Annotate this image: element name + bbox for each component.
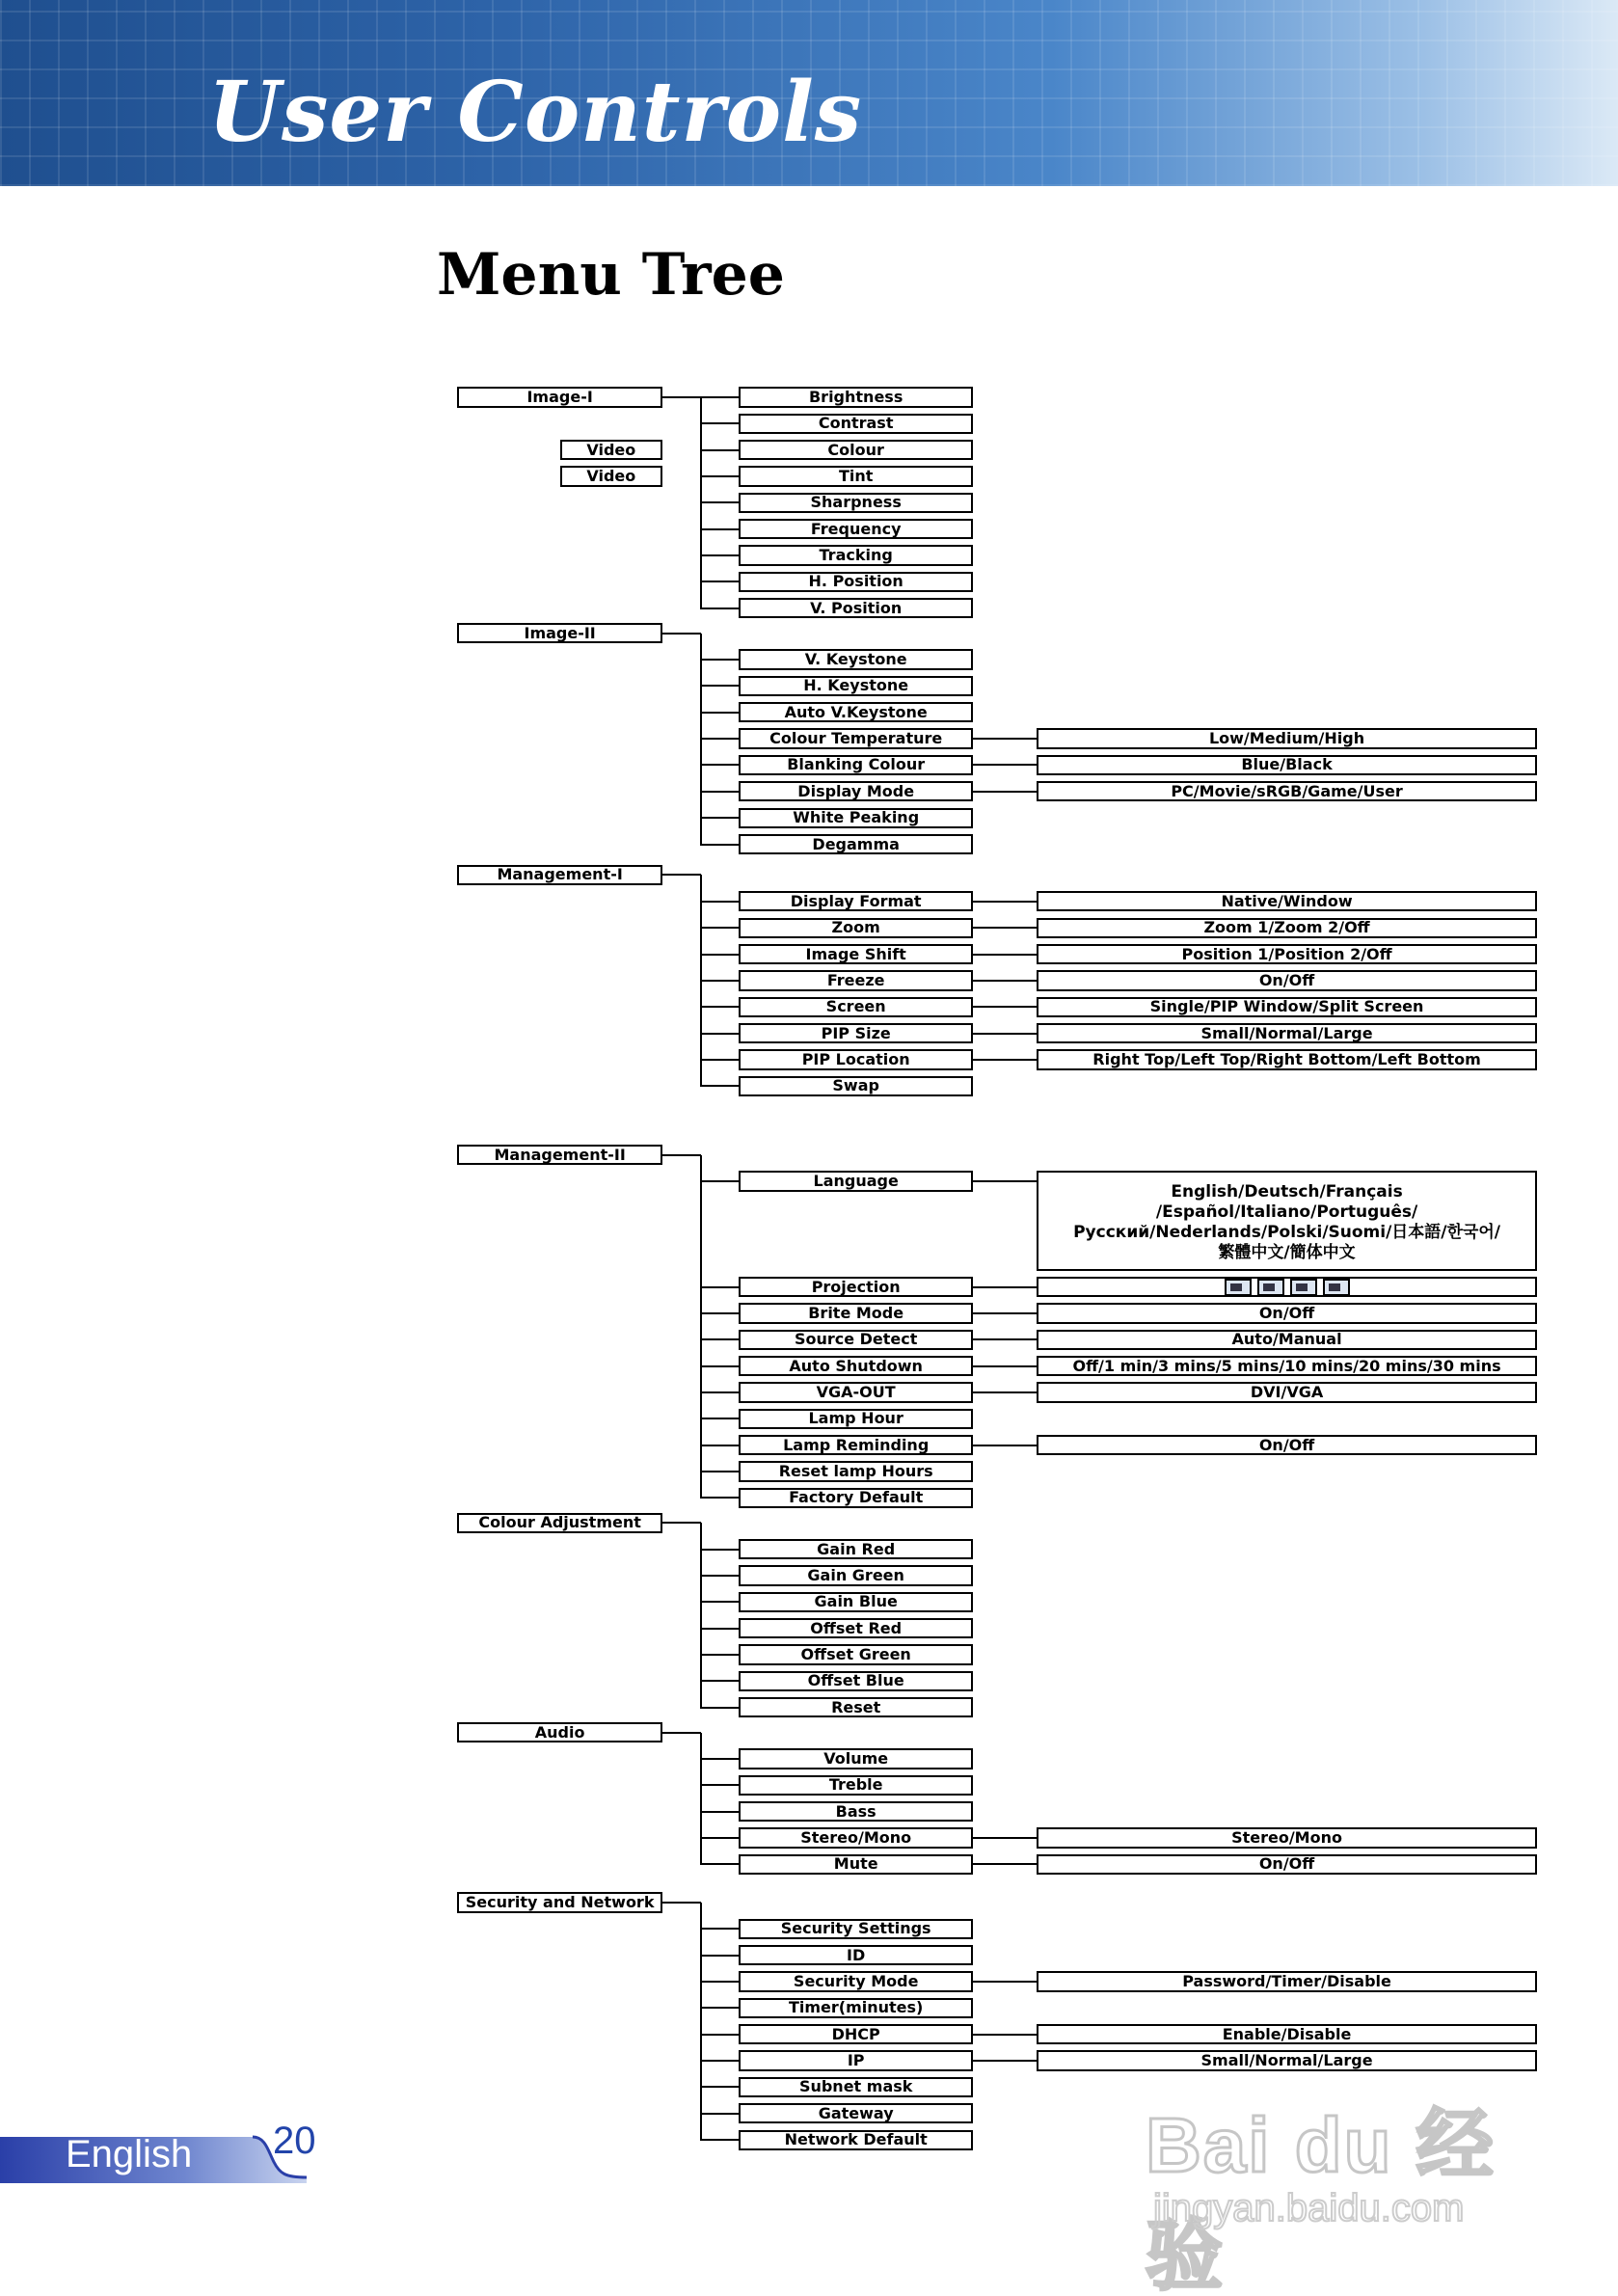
connector-line	[700, 1903, 702, 2141]
menu-item-brite-mode[interactable]: Brite Mode	[739, 1303, 973, 1323]
menu-item-frequency[interactable]: Frequency	[739, 519, 973, 539]
baidu-watermark	[1146, 2083, 1531, 2296]
connector-line	[973, 1837, 1036, 1839]
menu-group-image-i[interactable]: Image-I	[457, 387, 662, 407]
connector-line	[973, 791, 1036, 793]
connector-line	[701, 738, 740, 740]
connector-line	[701, 954, 740, 956]
option-list-display-format: Native/Window	[1037, 891, 1538, 911]
connector-line	[973, 738, 1036, 740]
connector-line	[701, 1928, 740, 1930]
menu-item-reset[interactable]: Reset	[739, 1697, 973, 1717]
page-title: Menu Tree	[437, 241, 785, 309]
connector-line	[701, 712, 740, 714]
connector-line	[701, 1365, 740, 1367]
connector-line	[662, 874, 701, 876]
connector-line	[701, 1758, 740, 1760]
option-list-screen: Single/PIP Window/Split Screen	[1037, 997, 1538, 1017]
connector-line	[973, 2034, 1036, 2036]
connector-line	[701, 449, 740, 451]
menu-item-volume[interactable]: Volume	[739, 1748, 973, 1769]
connector-line	[662, 396, 701, 398]
connector-line	[701, 1601, 740, 1603]
menu-item-degamma[interactable]: Degamma	[739, 834, 973, 854]
language-option-line: English/Deutsch/Français /Español/Italiano/Português/	[1155, 1181, 1418, 1222]
menu-item-display-mode[interactable]: Display Mode	[739, 781, 973, 801]
connector-line	[701, 1006, 740, 1008]
menu-item-offset-red[interactable]: Offset Red	[739, 1618, 973, 1638]
menu-item-mute[interactable]: Mute	[739, 1854, 973, 1875]
connector-line	[973, 1180, 1036, 1182]
connector-line	[701, 1418, 740, 1419]
connector-line	[700, 1523, 702, 1709]
menu-item-contrast[interactable]: Contrast	[739, 414, 973, 434]
option-list-mute: On/Off	[1037, 1854, 1538, 1875]
connector-line	[701, 764, 740, 766]
option-list-dhcp: Enable/Disable	[1037, 2024, 1538, 2044]
menu-item-source-detect[interactable]: Source Detect	[739, 1330, 973, 1350]
connector-line	[662, 1522, 701, 1524]
option-list-zoom: Zoom 1/Zoom 2/Off	[1037, 918, 1538, 938]
menu-item-subnet-mask[interactable]: Subnet mask	[739, 2077, 973, 2097]
connector-line	[701, 1811, 740, 1813]
menu-item-v-keystone[interactable]: V. Keystone	[739, 649, 973, 669]
option-list-pip-location: Right Top/Left Top/Right Bottom/Left Bottom	[1037, 1049, 1538, 1069]
menu-item-gain-red[interactable]: Gain Red	[739, 1539, 973, 1559]
menu-item-swap[interactable]: Swap	[739, 1076, 973, 1096]
option-list-language	[1037, 1171, 1538, 1270]
connector-line	[701, 685, 740, 687]
connector-line	[662, 1732, 701, 1734]
front-ceiling-icon	[1290, 1279, 1317, 1296]
menu-item-vga-out[interactable]: VGA-OUT	[739, 1382, 973, 1402]
connector-line	[973, 1365, 1036, 1367]
connector-line	[973, 1445, 1036, 1446]
menu-item-factory-default[interactable]: Factory Default	[739, 1488, 973, 1508]
connector-line	[701, 1549, 740, 1551]
menu-item-treble[interactable]: Treble	[739, 1775, 973, 1796]
connector-line	[701, 2086, 740, 2088]
menu-item-colour-temperature[interactable]: Colour Temperature	[739, 728, 973, 748]
connector-line	[700, 397, 702, 609]
connector-line	[973, 764, 1036, 766]
front-desktop-icon	[1225, 1279, 1252, 1296]
menu-item-offset-blue[interactable]: Offset Blue	[739, 1671, 973, 1691]
connector-line	[701, 475, 740, 477]
menu-item-gain-green[interactable]: Gain Green	[739, 1565, 973, 1585]
menu-item-zoom[interactable]: Zoom	[739, 918, 973, 938]
menu-item-gain-blue[interactable]: Gain Blue	[739, 1592, 973, 1612]
connector-line	[973, 1059, 1036, 1061]
connector-line	[701, 1575, 740, 1577]
connector-line	[701, 1981, 740, 1983]
connector-line	[973, 1006, 1036, 1008]
menu-group-colour-adjustment[interactable]: Colour Adjustment	[457, 1513, 662, 1533]
menu-item-offset-green[interactable]: Offset Green	[739, 1644, 973, 1664]
menu-item-auto-v-keystone[interactable]: Auto V.Keystone	[739, 702, 973, 722]
menu-item-auto-shutdown[interactable]: Auto Shutdown	[739, 1356, 973, 1376]
connector-line	[701, 659, 740, 661]
option-list-projection	[1037, 1277, 1538, 1297]
menu-sub-label: Video	[560, 440, 662, 460]
connector-line	[701, 1654, 740, 1656]
connector-line	[973, 1338, 1036, 1340]
connector-line	[701, 927, 740, 929]
connector-line	[701, 1059, 740, 1061]
menu-item-gateway[interactable]: Gateway	[739, 2103, 973, 2123]
connector-line	[662, 633, 701, 635]
connector-line	[701, 2113, 740, 2115]
connector-line	[700, 634, 702, 846]
connector-line	[701, 1033, 740, 1035]
connector-line	[701, 2139, 740, 2141]
connector-line	[701, 844, 740, 846]
menu-group-security-and-network[interactable]: Security and Network	[457, 1892, 662, 1912]
connector-line	[701, 1784, 740, 1786]
menu-item-security-settings[interactable]: Security Settings	[739, 1919, 973, 1939]
connector-line	[701, 608, 740, 609]
connector-line	[662, 1154, 701, 1156]
menu-item-white-peaking[interactable]: White Peaking	[739, 808, 973, 828]
menu-item-reset-lamp-hours[interactable]: Reset lamp Hours	[739, 1461, 973, 1481]
menu-item-network-default[interactable]: Network Default	[739, 2130, 973, 2150]
rear-desktop-icon	[1257, 1279, 1284, 1296]
connector-line	[700, 875, 702, 1087]
connector-line	[700, 1155, 702, 1499]
connector-line	[701, 1680, 740, 1682]
option-list-vga-out: DVI/VGA	[1037, 1382, 1538, 1402]
option-list-display-mode: PC/Movie/sRGB/Game/User	[1037, 781, 1538, 801]
menu-item-colour[interactable]: Colour	[739, 440, 973, 460]
header-title: User Controls	[208, 64, 863, 161]
connector-line	[701, 1286, 740, 1288]
connector-line	[701, 1863, 740, 1865]
menu-item-blanking-colour[interactable]: Blanking Colour	[739, 755, 973, 775]
connector-line	[701, 581, 740, 582]
menu-item-stereo-mono[interactable]: Stereo/Mono	[739, 1827, 973, 1848]
connector-line	[973, 1391, 1036, 1393]
menu-item-timer-minutes[interactable]: Timer(minutes)	[739, 1998, 973, 2018]
menu-item-v-position[interactable]: V. Position	[739, 598, 973, 618]
menu-item-security-mode[interactable]: Security Mode	[739, 1971, 973, 1991]
option-list-stereo-mono: Stereo/Mono	[1037, 1827, 1538, 1848]
menu-item-projection[interactable]: Projection	[739, 1277, 973, 1297]
connector-line	[701, 901, 740, 903]
projection-icon-strip	[1225, 1279, 1350, 1296]
menu-item-lamp-reminding[interactable]: Lamp Reminding	[739, 1435, 973, 1455]
menu-item-image-shift[interactable]: Image Shift	[739, 944, 973, 964]
connector-line	[701, 1628, 740, 1630]
connector-line	[973, 2060, 1036, 2062]
menu-item-pip-size[interactable]: PIP Size	[739, 1023, 973, 1043]
option-list-pip-size: Small/Normal/Large	[1037, 1023, 1538, 1043]
connector-line	[701, 1707, 740, 1709]
connector-line	[701, 2060, 740, 2062]
connector-line	[701, 791, 740, 793]
menu-item-id[interactable]: ID	[739, 1945, 973, 1965]
watermark-main-text: Bai du 经验	[1146, 2102, 1496, 2296]
connector-line	[701, 528, 740, 530]
option-list-freeze: On/Off	[1037, 970, 1538, 990]
connector-line	[701, 980, 740, 982]
connector-line	[973, 1863, 1036, 1865]
connector-line	[701, 396, 740, 398]
footer-language: English	[66, 2133, 193, 2175]
menu-item-pip-location[interactable]: PIP Location	[739, 1049, 973, 1069]
menu-item-lamp-hour[interactable]: Lamp Hour	[739, 1409, 973, 1429]
option-list-image-shift: Position 1/Position 2/Off	[1037, 944, 1538, 964]
menu-sub-label: Video	[560, 466, 662, 486]
connector-line	[973, 954, 1036, 956]
connector-line	[701, 2034, 740, 2036]
menu-item-tint[interactable]: Tint	[739, 466, 973, 486]
menu-item-brightness[interactable]: Brightness	[739, 387, 973, 407]
menu-item-h-position[interactable]: H. Position	[739, 572, 973, 592]
menu-item-tracking[interactable]: Tracking	[739, 545, 973, 565]
connector-line	[701, 501, 740, 503]
option-list-blanking-colour: Blue/Black	[1037, 755, 1538, 775]
menu-item-screen[interactable]: Screen	[739, 997, 973, 1017]
menu-item-sharpness[interactable]: Sharpness	[739, 493, 973, 513]
page-number: 20	[273, 2120, 316, 2162]
connector-line	[701, 1085, 740, 1087]
connector-line	[701, 554, 740, 556]
connector-line	[701, 2007, 740, 2009]
connector-line	[701, 1338, 740, 1340]
menu-group-audio[interactable]: Audio	[457, 1722, 662, 1742]
menu-item-language[interactable]: Language	[739, 1171, 973, 1191]
menu-item-h-keystone[interactable]: H. Keystone	[739, 676, 973, 696]
connector-line	[701, 1955, 740, 1957]
connector-line	[700, 1733, 702, 1866]
menu-item-bass[interactable]: Bass	[739, 1801, 973, 1822]
language-option-line: Русский/Nederlands/Polski/Suomi/日本語/한국어/	[1073, 1223, 1500, 1243]
connector-line	[701, 1180, 740, 1182]
connector-line	[701, 1837, 740, 1839]
connector-line	[973, 901, 1036, 903]
option-list-brite-mode: On/Off	[1037, 1303, 1538, 1323]
menu-item-freeze[interactable]: Freeze	[739, 970, 973, 990]
language-option-line: 繁體中文/簡体中文	[1218, 1243, 1356, 1263]
menu-item-display-format[interactable]: Display Format	[739, 891, 973, 911]
menu-item-dhcp[interactable]: DHCP	[739, 2024, 973, 2044]
connector-line	[701, 1312, 740, 1314]
option-list-lamp-reminding: On/Off	[1037, 1435, 1538, 1455]
option-list-auto-shutdown: Off/1 min/3 mins/5 mins/10 mins/20 mins/30 mins	[1037, 1356, 1538, 1376]
connector-line	[973, 980, 1036, 982]
connector-line	[973, 1286, 1036, 1288]
option-list-ip: Small/Normal/Large	[1037, 2050, 1538, 2070]
connector-line	[973, 1033, 1036, 1035]
connector-line	[701, 1391, 740, 1393]
menu-group-management-ii[interactable]: Management-II	[457, 1145, 662, 1165]
option-list-colour-temperature: Low/Medium/High	[1037, 728, 1538, 748]
connector-line	[973, 1981, 1036, 1983]
menu-group-image-ii[interactable]: Image-II	[457, 623, 662, 643]
connector-line	[701, 1445, 740, 1446]
connector-line	[701, 422, 740, 424]
option-list-source-detect: Auto/Manual	[1037, 1330, 1538, 1350]
connector-line	[662, 1902, 701, 1904]
connector-line	[701, 817, 740, 819]
connector-line	[701, 1471, 740, 1472]
watermark-sub-text: jingyan.baidu.com	[1153, 2187, 1465, 2229]
option-list-security-mode: Password/Timer/Disable	[1037, 1971, 1538, 1991]
menu-group-management-i[interactable]: Management-I	[457, 865, 662, 885]
connector-line	[973, 927, 1036, 929]
connector-line	[701, 1497, 740, 1499]
menu-item-ip[interactable]: IP	[739, 2050, 973, 2070]
rear-ceiling-icon	[1323, 1279, 1350, 1296]
connector-line	[973, 1312, 1036, 1314]
